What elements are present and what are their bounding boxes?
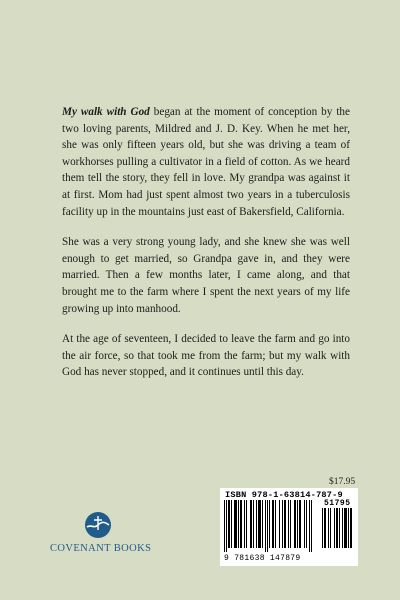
barcode-bar — [275, 500, 276, 548]
blurb-paragraph-1-text: began at the moment of conception by the two loving parents, Mildred and J. D. Key. When he met her, she was only fifteen years old, but she was driving a team of workhorses pulling a cultivator in a field of cotton. As we heard them tell the story, they fell in love. My grandpa was against it at first. Mom had just spent almost two years in a tuberculosis facility up in the mountains just east of Bakersfield, California. — [62, 106, 350, 218]
barcode-addon-bars — [322, 508, 354, 554]
barcode-bar — [226, 500, 227, 552]
price-label: $17.95 — [329, 477, 356, 487]
barcode-bar — [269, 500, 270, 548]
barcode-bar — [297, 500, 298, 548]
barcode-bar — [256, 500, 257, 548]
ean-text: 9 781638 147879 — [224, 554, 301, 563]
barcode — [220, 488, 358, 566]
barcode-bar — [284, 500, 286, 548]
publisher-logo — [50, 510, 152, 554]
barcode-bar — [282, 500, 283, 548]
barcode-bar — [311, 500, 312, 552]
blurb-paragraph-1 — [62, 104, 350, 220]
barcode-bar — [309, 500, 310, 552]
barcode-bar — [267, 500, 268, 552]
barcode-bar — [253, 500, 254, 548]
barcode-bar — [306, 500, 307, 548]
barcode-bar — [224, 500, 225, 552]
barcode-bar — [290, 500, 291, 548]
barcode-bar — [238, 500, 239, 548]
book-title-lead: My walk with God — [62, 106, 150, 118]
barcode-bar — [279, 500, 280, 548]
barcode-bar — [231, 500, 232, 548]
barcode-bar — [304, 500, 305, 548]
barcode-bar — [336, 508, 338, 548]
barcode-bar — [272, 500, 274, 548]
barcode-bar — [322, 508, 323, 548]
barcode-main-bars — [224, 500, 320, 554]
barcode-bar — [348, 508, 349, 548]
barcode-bar — [339, 508, 340, 548]
publisher-name: COVENANT BOOKS — [50, 543, 152, 554]
isbn-text: ISBN 978-1-63814-787-9 — [225, 490, 343, 500]
barcode-bar — [240, 500, 242, 548]
barcode-bar — [228, 500, 230, 548]
barcode-bar — [265, 500, 266, 552]
blurb-paragraph-2: She was a very strong young lady, and she knew she was well enough to get married, so Grandpa gave in, and they were married. Then a few months later, I came along, and that brought me to the farm where I spent the next years of my life growing up into manhood. — [62, 236, 350, 315]
barcode-bar — [350, 508, 352, 548]
barcode-bar — [244, 500, 245, 548]
barcode-bar — [334, 508, 335, 548]
barcode-bar — [246, 500, 247, 548]
barcode-bar — [330, 508, 331, 548]
barcode-bar — [299, 500, 301, 548]
blurb — [62, 104, 350, 395]
barcode-bar — [328, 508, 329, 548]
barcode-bar — [342, 508, 343, 548]
barcode-bar — [262, 500, 263, 548]
covenant-books-logo-icon — [83, 510, 113, 540]
barcode-bar — [294, 500, 296, 548]
barcode-bar — [344, 508, 347, 548]
barcode-bar — [250, 500, 252, 548]
barcode-bar — [324, 508, 326, 548]
barcode-bar — [258, 500, 261, 548]
blurb-paragraph-3: At the age of seventeen, I decided to leave the farm and go into the air force, so that took me from the farm; but my walk with God has never stopped, and it continues until this day. — [62, 333, 350, 379]
barcode-addon-text: 51795 — [324, 499, 351, 508]
barcode-bar — [234, 500, 237, 548]
barcode-bar — [288, 500, 289, 548]
